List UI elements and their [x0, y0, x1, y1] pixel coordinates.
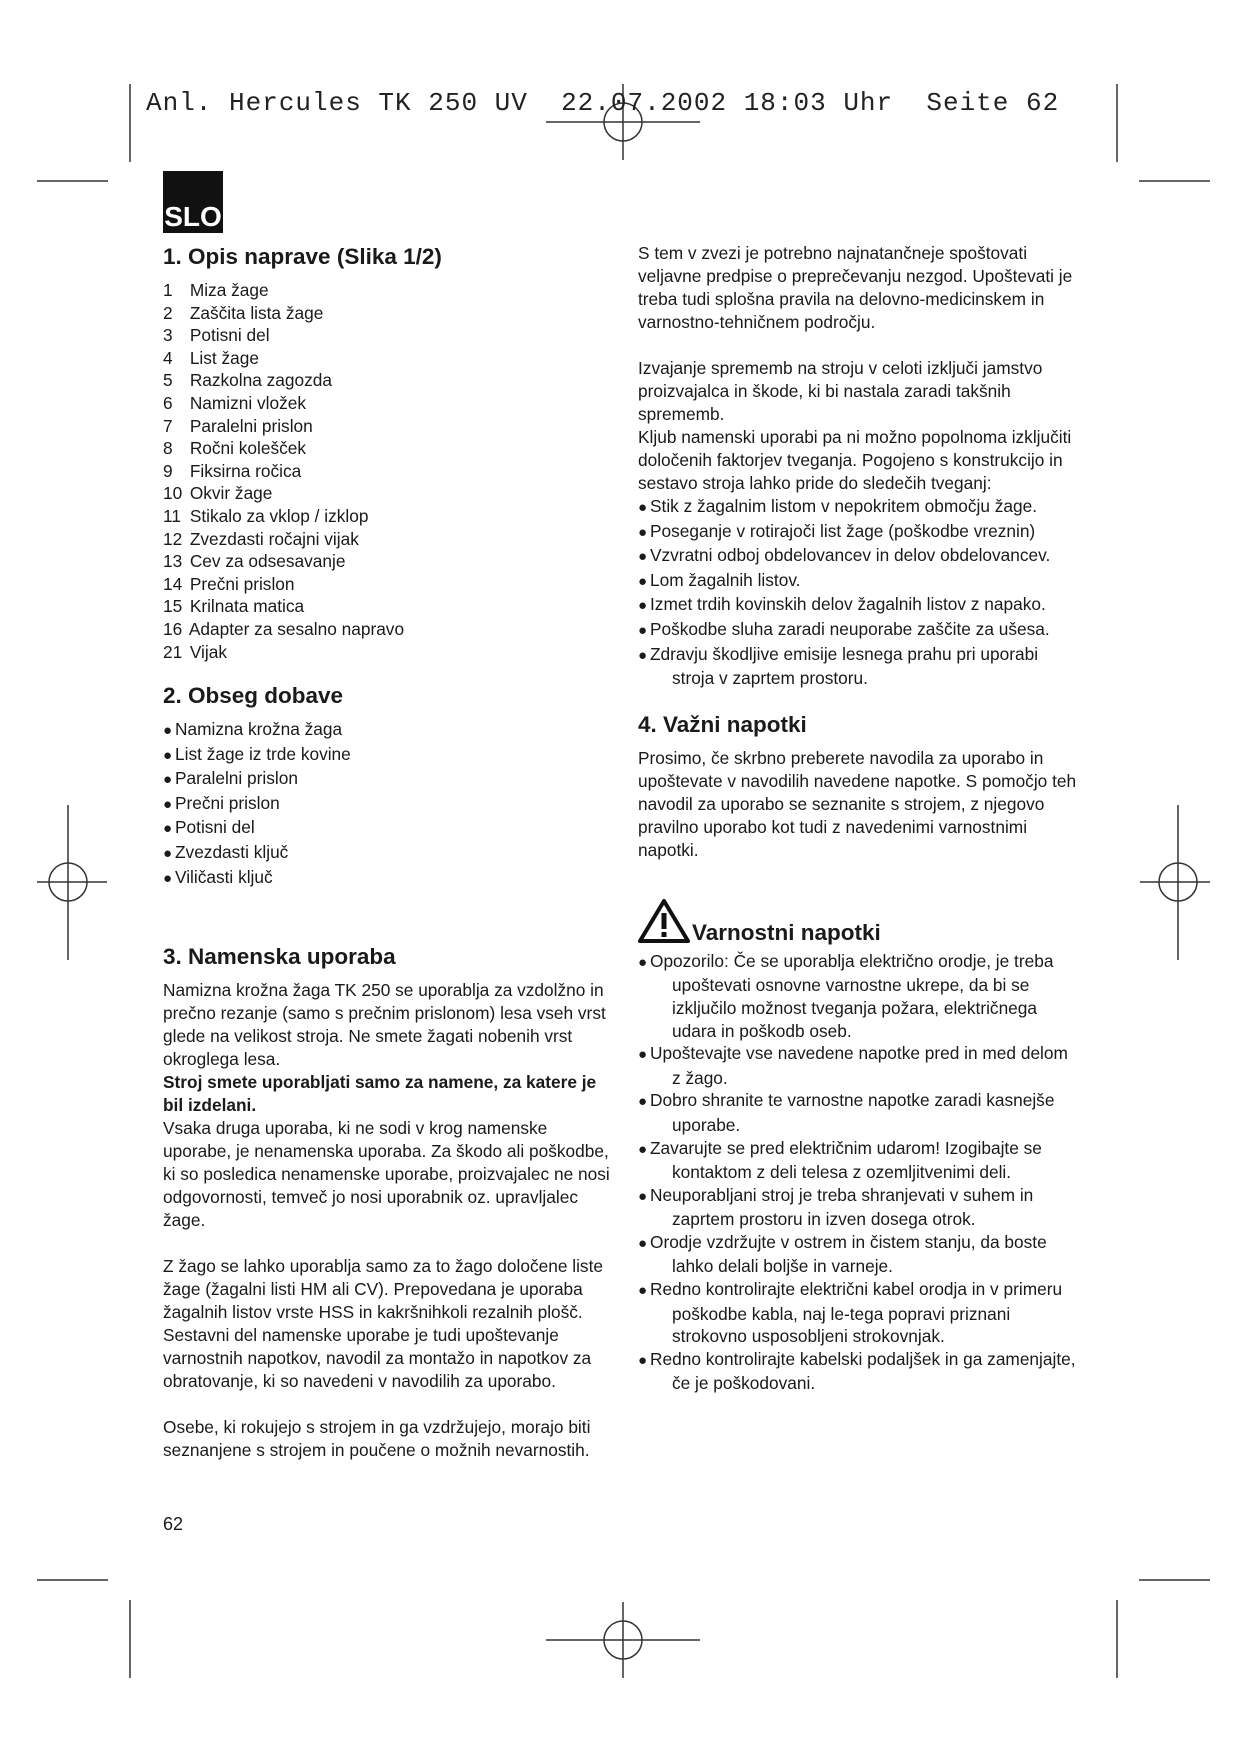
list-item: 7 Paralelni prislon: [163, 415, 313, 436]
list-item: 11 Stikalo za vklop / izklop: [163, 505, 369, 526]
paragraph: S tem v zvezi je potrebno najnatančneje spoštovati veljavne predpise o preprečevanju nezgod. Upoštevati je treba tudi splošna pravila na delovno-medicinskem in varnostno-tehničnem področju.: [638, 243, 1073, 332]
list-item: ● Poseganje v rotirajoči list žage (poškodbe vreznin): [638, 520, 1078, 545]
list-item: ● Izmet trdih kovinskih delov žagalnih listov z napako.: [638, 593, 1078, 618]
list-item: 10 Okvir žage: [163, 483, 273, 504]
list-item: 6 Namizni vložek: [163, 392, 307, 413]
list-item: ● Orodje vzdržujte v ostrem in čistem stanju, da boste lahko delali boljše in varneje.: [638, 1231, 1078, 1278]
list-item: ● Zavarujte se pred električnim udarom! Izogibajte se kontaktom z deli telesa z ozemljitvenimi deli.: [638, 1137, 1078, 1184]
list-item: 8 Ročni kolešček: [163, 438, 307, 459]
list-item: ● Redno kontrolirajte kabelski podaljšek in ga zamenjajte, če je poškodovani.: [638, 1348, 1078, 1395]
list-item: ● List žage iz trde kovine: [163, 743, 613, 768]
paragraph: Kljub namenski uporabi pa ni možno popolnoma izključiti določenih faktorjev tveganja. Pogojeno s konstrukcijo in sestavo stroja lahko pride do sledečih tveganj:: [638, 427, 1072, 493]
list-item: ● Zdravju škodljive emisije lesnega prahu pri uporabi stroja v zaprtem prostoru.: [638, 643, 1078, 690]
left-column: [163, 242, 613, 1462]
list-item: ● Prečni prislon: [163, 792, 613, 817]
list-item: 4 List žage: [163, 347, 259, 368]
paragraph: Osebe, ki rokujejo s strojem in ga vzdržujejo, morajo biti seznanjene s strojem in poučene o možnih nevarnostih.: [163, 1417, 591, 1461]
header-page: Seite 62: [926, 88, 1060, 118]
paragraph: Z žago se lahko uporablja samo za to žago določene liste žage (žagalni listi HM ali CV). Prepovedana je uporaba žagalnih listov vrste HSS in kakršnihkoli rezalnih plošč.: [163, 1256, 603, 1323]
header-doc: Anl. Hercules TK 250 UV: [146, 88, 528, 118]
list-item: ● Stik z žagalnim listom v nepokritem območju žage.: [638, 495, 1078, 520]
list-item: ● Viličasti ključ: [163, 866, 613, 891]
list-item: ● Namizna krožna žaga: [163, 718, 613, 743]
list-item: ● Dobro shranite te varnostne napotke zaradi kasnejše uporabe.: [638, 1089, 1078, 1136]
list-item: 12 Zvezdasti ročajni vijak: [163, 528, 359, 549]
list-item: ● Redno kontrolirajte električni kabel orodja in v primeru poškodbe kabla, naj le-tega popravi priznani strokovno usposobljeni strokovnjak.: [638, 1278, 1078, 1348]
list-item: 9 Fiksirna ročica: [163, 460, 302, 481]
list-item: ● Neuporabljani stroj je treba shranjevati v suhem in zaprtem prostoru in izven dosega otrok.: [638, 1184, 1078, 1231]
language-badge: SLO: [163, 171, 223, 233]
list-item: 2 Zaščita lista žage: [163, 302, 324, 323]
safety-heading: [638, 898, 1078, 944]
list-item: 14 Prečni prislon: [163, 573, 295, 594]
page-number: 62: [163, 1514, 184, 1534]
section-4-title: 4. Važni napotki: [638, 711, 807, 737]
section-2-title: 2. Obseg dobave: [163, 683, 344, 709]
list-item: 21 Vijak: [163, 641, 227, 662]
parts-list: [163, 279, 613, 663]
list-item: ● Poškodbe sluha zaradi neuporabe zaščite za ušesa.: [638, 618, 1078, 643]
risk-list: [638, 495, 1078, 690]
list-item: ● Upoštevajte vse navedene napotke pred in med delom z žago.: [638, 1042, 1078, 1089]
list-item: ● Opozorilo: Če se uporablja električno orodje, je treba upoštevati osnovne varnostne ukrepe, da bi se izključilo možnost tveganja požara, električnega udara in poškodb oseb.: [638, 950, 1078, 1042]
list-item: ● Lom žagalnih listov.: [638, 569, 1078, 594]
delivery-list: [163, 718, 613, 890]
section-1-title: 1. Opis naprave (Slika 1/2): [163, 244, 442, 269]
section-3-title: 3. Namenska uporaba: [163, 944, 396, 970]
list-item: 5 Razkolna zagozda: [163, 370, 332, 391]
header-date: 22.07.2002 18:03 Uhr: [561, 88, 894, 118]
warning-triangle-icon: [638, 898, 690, 944]
safety-title: Varnostni napotki: [692, 919, 881, 945]
right-column: [638, 242, 1078, 1395]
paragraph: Sestavni del namenske uporabe je tudi upoštevanje varnostnih napotkov, navodil za montažo in napotkov za obratovanje, ki so navedeni v navodilih za uporabo.: [163, 1325, 592, 1392]
list-item: 16 Adapter za sesalno napravo: [163, 618, 405, 639]
list-item: 1 Miza žage: [163, 280, 269, 300]
list-item: 15 Krilnata matica: [163, 596, 305, 617]
paragraph: Izvajanje sprememb na stroju v celoti izključi jamstvo proizvajalca in škode, ki bi nastala zaradi takšnih sprememb.: [638, 358, 1043, 424]
list-item: ● Vzvratni odboj obdelovancev in delov obdelovancev.: [638, 544, 1078, 569]
list-item: 3 Potisni del: [163, 325, 270, 346]
paragraph: Prosimo, če skrbno preberete navodila za uporabo in upoštevate v navodilih navedene napotke. S pomočjo teh navodil za uporabo se seznanite s strojem, z njegovo pravilno uporabo kot tudi z navedenimi varnostnimi napotki.: [638, 747, 1077, 860]
paragraph-bold: Stroj smete uporabljati samo za namene, za katere je bil izdelani.: [163, 1072, 597, 1116]
safety-list: [638, 950, 1078, 1395]
list-item: ● Potisni del: [163, 816, 613, 841]
paragraph: Namizna krožna žaga TK 250 se uporablja za vzdolžno in prečno rezanje (samo s prečnim prislonom) lesa vseh vrst glede na velikost stroja. Ne smete žagati nobenih vrst okroglega lesa.: [163, 980, 606, 1070]
paragraph: Vsaka druga uporaba, ki ne sodi v krog namenske uporabe, je nenamenska uporaba. Za škodo ali poškodbe, ki so posledica nenamenske uporabe, proizvajalec ne nosi odgovornosti, temveč jo nosi uporabnik oz. upravljalec žage.: [163, 1118, 610, 1231]
print-header: [146, 88, 1059, 118]
list-item: ● Paralelni prislon: [163, 767, 613, 792]
list-item: 13 Cev za odsesavanje: [163, 551, 346, 572]
list-item: ● Zvezdasti ključ: [163, 841, 613, 866]
